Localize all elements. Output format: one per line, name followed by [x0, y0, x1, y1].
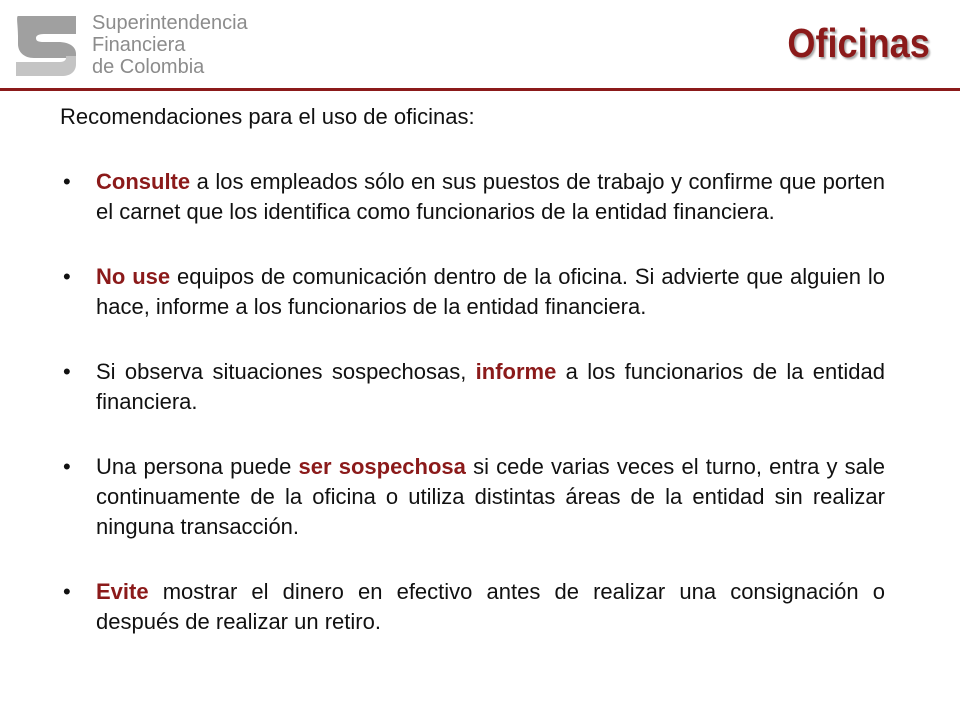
bullet-highlight: Consulte — [96, 169, 191, 194]
list-item — [63, 357, 885, 417]
bullet-text-post: a los empleados sólo en sus puestos de trabajo y confirme que porten el carnet que los identifica como funcionarios de la entidad financiera. — [96, 169, 885, 224]
recommendations-list — [63, 167, 886, 637]
bullet-text-post: mostrar el dinero en efectivo antes de realizar una consignación o después de realizar un retiro. — [96, 579, 885, 634]
bullet-highlight: ser sospechosa — [298, 454, 466, 479]
logo-mark-shape-bottom — [16, 56, 76, 76]
title-divider — [0, 88, 960, 91]
bullet-text-post: equipos de comunicación dentro de la oficina. Si advierte que alguien lo hace, informe a los funcionarios de la entidad financiera. — [96, 264, 885, 319]
bullet-text-post: si cede varias veces el turno, entra y sale continuamente de la oficina o utiliza distintas áreas de la entidad sin realizar ninguna transacción. — [96, 454, 886, 539]
bullet-text-post: a los funcionarios de la entidad financiera. — [96, 359, 885, 414]
logo — [14, 10, 254, 86]
list-item — [63, 262, 885, 322]
list-item — [63, 452, 886, 542]
page-title: Oficinas — [787, 20, 930, 66]
logo-text — [92, 12, 248, 78]
logo-s-mark-icon — [14, 14, 78, 78]
bullet-highlight: informe — [475, 359, 557, 384]
logo-line: Financiera — [92, 34, 186, 56]
bullet-highlight: Evite — [96, 579, 149, 604]
bullet-text-pre: Si observa situaciones sospechosas, — [96, 359, 476, 384]
bullet-icon: • — [63, 579, 71, 604]
bullet-icon: • — [63, 264, 71, 289]
list-item — [63, 577, 885, 637]
logo-mark-shape-top — [17, 16, 76, 58]
bullet-highlight: No use — [96, 264, 171, 289]
bullet-icon: • — [63, 169, 71, 194]
bullet-icon: • — [63, 359, 71, 384]
logo-line: de Colombia — [92, 56, 205, 78]
list-item — [63, 167, 885, 227]
logo-line: Superintendencia — [92, 12, 248, 34]
intro-text: Recomendaciones para el uso de oficinas: — [60, 104, 475, 129]
bullet-text-pre: Una persona puede — [96, 454, 299, 479]
bullet-icon: • — [63, 454, 71, 479]
